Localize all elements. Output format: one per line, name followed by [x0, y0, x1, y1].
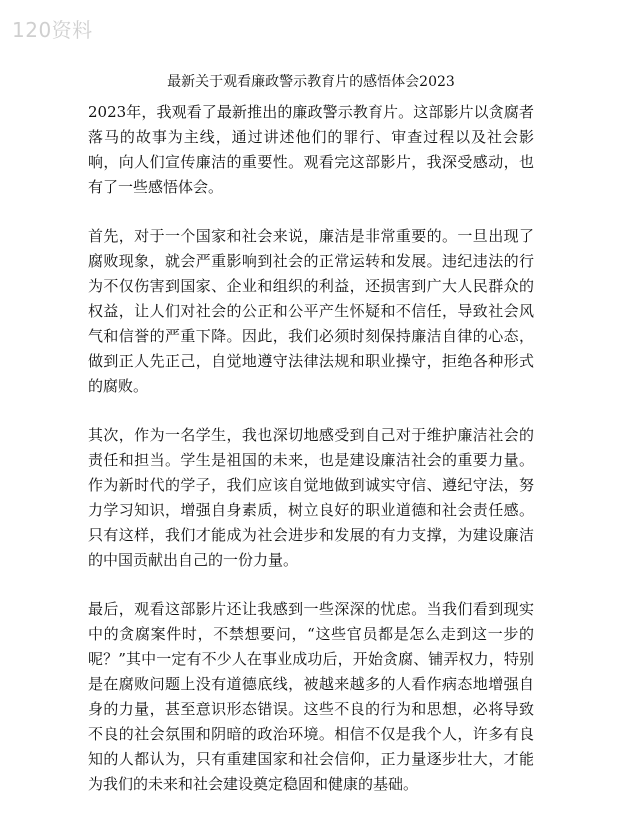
paragraph-second: 其次，作为一名学生，我也深切地感受到自己对于维护廉洁社会的责任和担当。学生是祖国的未来，也是建设廉洁社会的重要力量。作为新时代的学子，我们应该自觉地做到诚实守信、遵纪守法，努力学习知识，增强自身素质，树立良好的职业道德和社会责任感。只有这样，我们才能成为社会进步和发展的有力支撑，为建设廉洁的中国贡献出自己的一份力量。 [88, 426, 534, 569]
document-title: 最新关于观看廉政警示教育片的感悟体会2023 [167, 74, 455, 90]
paragraph-first: 首先，对于一个国家和社会来说，廉洁是非常重要的。一旦出现了腐败现象，就会严重影响到社会的正常运转和发展。违纪违法的行为不仅伤害到国家、企业和组织的利益，还损害到广大人民群众的权益，让人们对社会的公正和公平产生怀疑和不信任，导致社会风气和信誉的严重下降。因此，我们必须时刻保持廉洁自律的心态，做到正人先正己，自觉地遵守法律法规和职业操守，拒绝各种形式的腐败。 [88, 227, 534, 395]
paragraph-intro: 2023年，我观看了最新推出的廉政警示教育片。这部影片以贪腐者落马的故事为主线，通过讲述他们的罪行、审查过程以及社会影响，向人们宣传廉洁的重要性。观看完这部影片，我深受感动，也有了一些感悟体会。 [88, 103, 534, 196]
document-page [88, 72, 534, 821]
watermark-logo: 120资料 [12, 18, 93, 42]
paragraph-last: 最后，观看这部影片还让我感到一些深深的忧虑。当我们看到现实中的贪腐案件时，不禁想要问，“这些官员都是怎么走到这一步的呢？”其中一定有不少人在事业成功后，开始贪腐、铺弄权力，特别是在腐败问题上没有道德底线，被越来越多的人看作病态地增强自身的力量，甚至意识形态错误。这些不良的行为和思想，必将导致不良的社会氛围和阴暗的政治环境。相信不仅是我个人，许多有良知的人都认为，只有重建国家和社会信仰，正力量逐步壮大，才能为我们的未来和社会建设奠定稳固和健康的基础。 [88, 600, 534, 793]
